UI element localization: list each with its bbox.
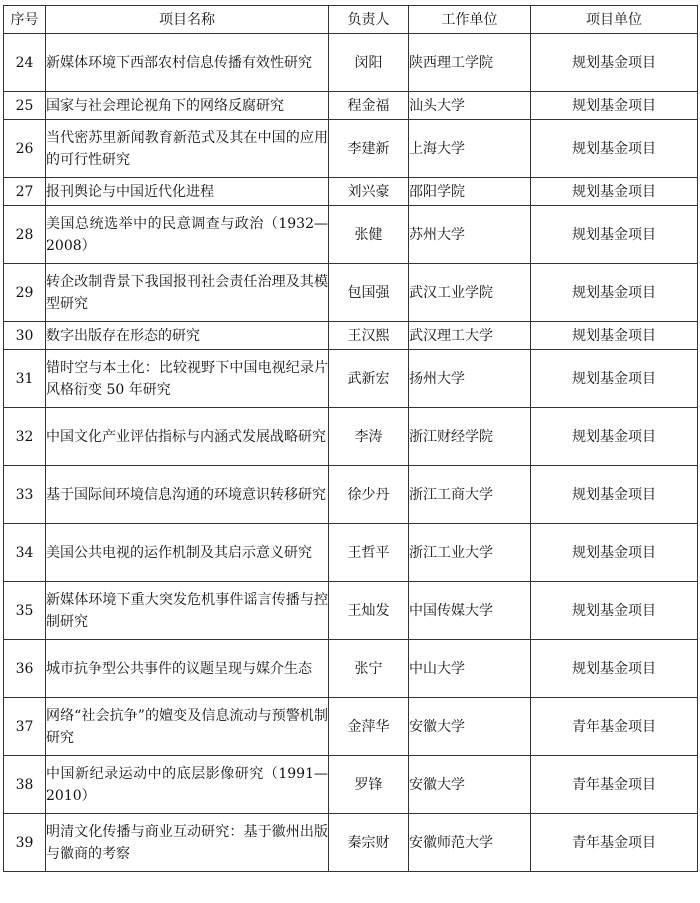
table-row: [4, 814, 698, 872]
project-title: 新媒体环境下西部农村信息传播有效性研究: [46, 34, 329, 92]
project-leader: 秦宗财: [329, 814, 409, 872]
work-unit: 安徽大学: [409, 698, 531, 756]
project-type: 规划基金项目: [531, 408, 698, 466]
row-number: 33: [4, 466, 46, 524]
row-number: 25: [4, 92, 46, 120]
project-title: 网络“社会抗争”的嬗变及信息流动与预警机制研究: [46, 698, 329, 756]
project-type: 规划基金项目: [531, 92, 698, 120]
project-type: 规划基金项目: [531, 206, 698, 264]
project-leader: 程金福: [329, 92, 409, 120]
work-unit: 武汉工业学院: [409, 264, 531, 322]
project-leader: 李建新: [329, 120, 409, 178]
work-unit: 武汉理工大学: [409, 322, 531, 350]
row-number: 38: [4, 756, 46, 814]
project-title: 当代密苏里新闻教育新范式及其在中国的应用的可行性研究: [46, 120, 329, 178]
row-number: 32: [4, 408, 46, 466]
work-unit: 中山大学: [409, 640, 531, 698]
row-number: 27: [4, 178, 46, 206]
row-number: 29: [4, 264, 46, 322]
table-row: [4, 322, 698, 350]
row-number: 26: [4, 120, 46, 178]
table-row: [4, 34, 698, 92]
table-header-row: [4, 6, 698, 34]
table-row: [4, 640, 698, 698]
project-leader: 王汉熙: [329, 322, 409, 350]
table-row: [4, 92, 698, 120]
work-unit: 中国传媒大学: [409, 582, 531, 640]
work-unit: 扬州大学: [409, 350, 531, 408]
project-title: 转企改制背景下我国报刊社会责任治理及其模型研究: [46, 264, 329, 322]
row-number: 37: [4, 698, 46, 756]
row-number: 39: [4, 814, 46, 872]
header-unit: 工作单位: [409, 6, 531, 34]
project-table: [3, 5, 698, 872]
project-title: 报刊舆论与中国近代化进程: [46, 178, 329, 206]
row-number: 31: [4, 350, 46, 408]
project-type: 青年基金项目: [531, 814, 698, 872]
project-leader: 王灿发: [329, 582, 409, 640]
table-row: [4, 756, 698, 814]
project-leader: 武新宏: [329, 350, 409, 408]
table-row: [4, 466, 698, 524]
table-row: [4, 408, 698, 466]
project-type: 规划基金项目: [531, 582, 698, 640]
work-unit: 浙江工业大学: [409, 524, 531, 582]
work-unit: 浙江工商大学: [409, 466, 531, 524]
table-row: [4, 206, 698, 264]
project-leader: 罗锋: [329, 756, 409, 814]
table-row: [4, 350, 698, 408]
project-title: 错时空与本土化：比较视野下中国电视纪录片风格衍变 50 年研究: [46, 350, 329, 408]
work-unit: 邵阳学院: [409, 178, 531, 206]
project-type: 规划基金项目: [531, 466, 698, 524]
project-type: 规划基金项目: [531, 34, 698, 92]
project-title: 基于国际间环境信息沟通的环境意识转移研究: [46, 466, 329, 524]
project-leader: 王哲平: [329, 524, 409, 582]
header-title: 项目名称: [46, 6, 329, 34]
project-title: 美国公共电视的运作机制及其启示意义研究: [46, 524, 329, 582]
project-leader: 张健: [329, 206, 409, 264]
row-number: 36: [4, 640, 46, 698]
work-unit: 安徽师范大学: [409, 814, 531, 872]
work-unit: 上海大学: [409, 120, 531, 178]
table-row: [4, 178, 698, 206]
table-row: [4, 698, 698, 756]
table-row: [4, 120, 698, 178]
project-leader: 包国强: [329, 264, 409, 322]
project-leader: 李涛: [329, 408, 409, 466]
project-type: 规划基金项目: [531, 120, 698, 178]
project-leader: 金萍华: [329, 698, 409, 756]
table-row: [4, 524, 698, 582]
project-type: 规划基金项目: [531, 524, 698, 582]
project-title: 新媒体环境下重大突发危机事件谣言传播与控制研究: [46, 582, 329, 640]
project-type: 规划基金项目: [531, 264, 698, 322]
project-title: 中国新纪录运动中的底层影像研究（1991—2010）: [46, 756, 329, 814]
project-type: 规划基金项目: [531, 178, 698, 206]
work-unit: 陕西理工学院: [409, 34, 531, 92]
row-number: 35: [4, 582, 46, 640]
work-unit: 安徽大学: [409, 756, 531, 814]
work-unit: 汕头大学: [409, 92, 531, 120]
row-number: 28: [4, 206, 46, 264]
project-title: 数字出版存在形态的研究: [46, 322, 329, 350]
project-title: 美国总统选举中的民意调查与政治（1932—2008）: [46, 206, 329, 264]
project-leader: 刘兴豪: [329, 178, 409, 206]
header-type: 项目单位: [531, 6, 698, 34]
table-row: [4, 264, 698, 322]
work-unit: 苏州大学: [409, 206, 531, 264]
work-unit: 浙江财经学院: [409, 408, 531, 466]
project-title: 明清文化传播与商业互动研究：基于徽州出版与徽商的考察: [46, 814, 329, 872]
row-number: 24: [4, 34, 46, 92]
project-title: 国家与社会理论视角下的网络反腐研究: [46, 92, 329, 120]
table-row: [4, 582, 698, 640]
row-number: 30: [4, 322, 46, 350]
project-leader: 闵阳: [329, 34, 409, 92]
project-type: 规划基金项目: [531, 322, 698, 350]
project-type: 青年基金项目: [531, 756, 698, 814]
project-title: 中国文化产业评估指标与内涵式发展战略研究: [46, 408, 329, 466]
project-type: 青年基金项目: [531, 698, 698, 756]
project-type: 规划基金项目: [531, 640, 698, 698]
project-type: 规划基金项目: [531, 350, 698, 408]
header-no: 序号: [4, 6, 46, 34]
project-leader: 徐少丹: [329, 466, 409, 524]
project-title: 城市抗争型公共事件的议题呈现与媒介生态: [46, 640, 329, 698]
project-leader: 张宁: [329, 640, 409, 698]
header-leader: 负责人: [329, 6, 409, 34]
row-number: 34: [4, 524, 46, 582]
